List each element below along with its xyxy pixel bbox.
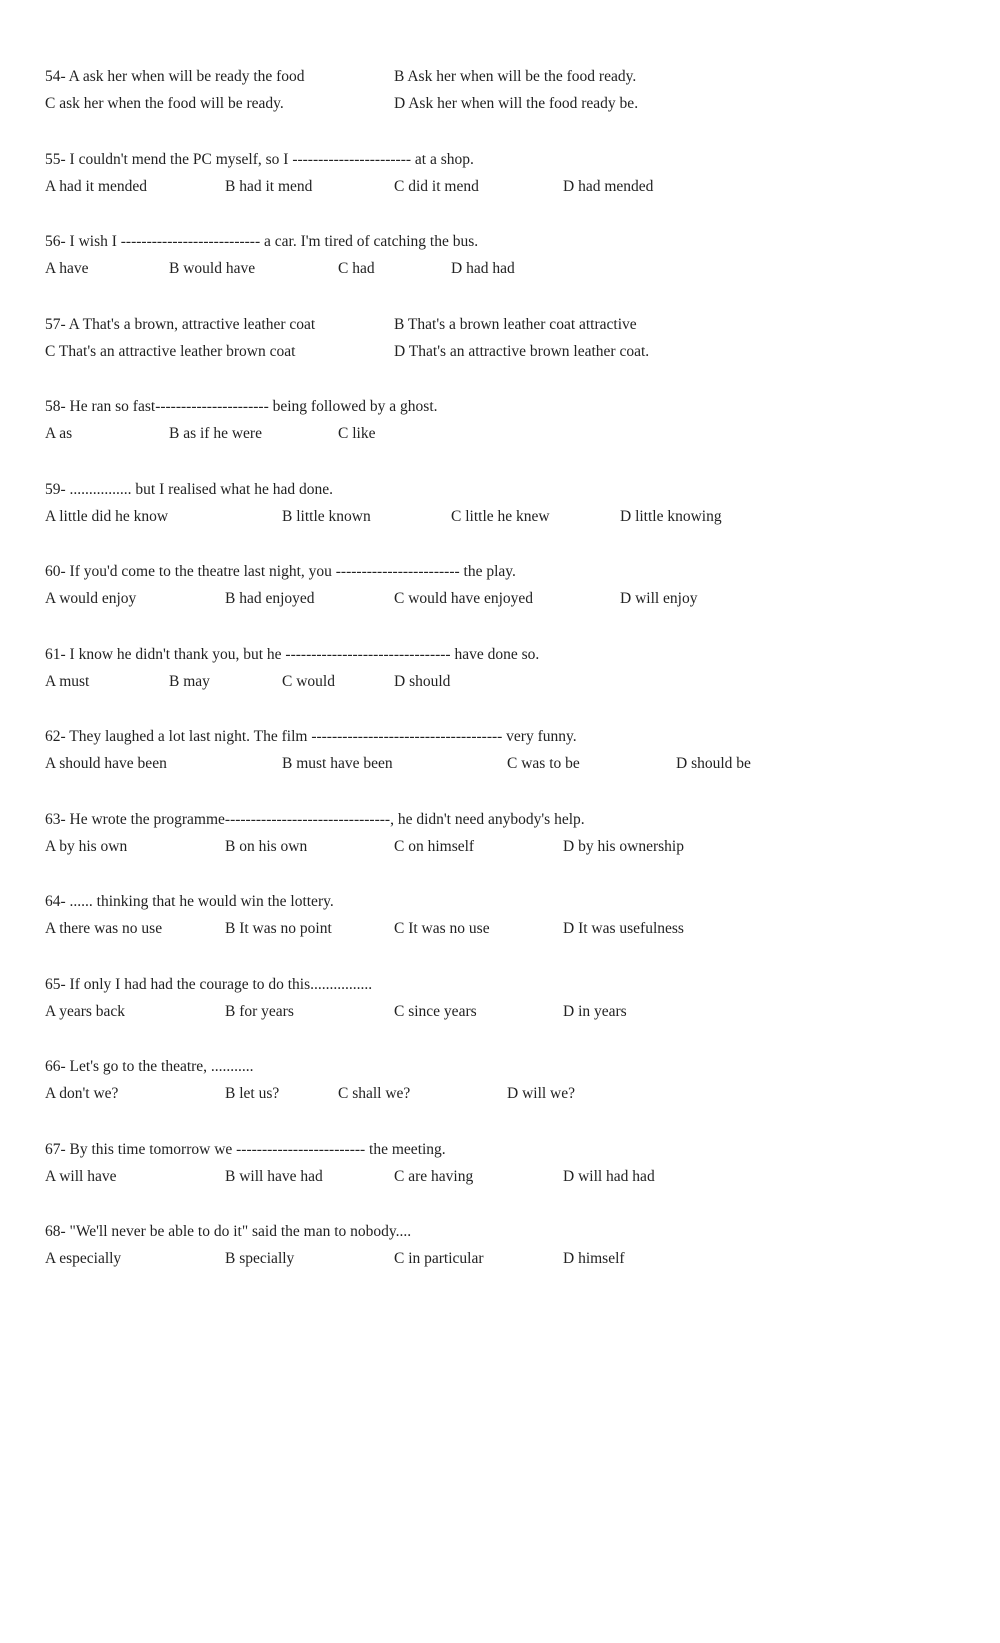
question-65-option-d: D in years bbox=[563, 1003, 627, 1020]
question-59-option-a: A little did he know bbox=[45, 508, 169, 525]
question-61-option-a: A must bbox=[45, 673, 90, 690]
question-60-option-b: B had enjoyed bbox=[225, 590, 315, 607]
question-55-option-d: D had mended bbox=[563, 178, 654, 195]
question-60-option-a: A would enjoy bbox=[45, 590, 137, 607]
question-59-stem: 59- ................ but I realised what he had done. bbox=[45, 481, 333, 498]
question-56-option-c: C had bbox=[338, 260, 375, 277]
question-64-option-b: B It was no point bbox=[225, 920, 332, 937]
question-63-option-c: C on himself bbox=[394, 838, 475, 855]
question-65-stem: 65- If only I had had the courage to do this................ bbox=[45, 976, 373, 993]
question-55-option-a: A had it mended bbox=[45, 178, 148, 195]
question-59-option-b: B little known bbox=[282, 508, 371, 525]
question-66-stem: 66- Let's go to the theatre, ........... bbox=[45, 1058, 254, 1075]
question-55-stem: 55- I couldn't mend the PC myself, so I ----------------------- at a shop. bbox=[45, 151, 474, 168]
question-54-option-d: D Ask her when will the food ready be. bbox=[394, 95, 639, 112]
question-68-option-a: A especially bbox=[45, 1250, 122, 1267]
question-57-option-b: B That's a brown leather coat attractive bbox=[394, 316, 637, 333]
question-66-option-b: B let us? bbox=[225, 1085, 280, 1102]
question-64-option-a: A there was no use bbox=[45, 920, 163, 937]
question-68-option-c: C in particular bbox=[394, 1250, 484, 1267]
question-62-option-b: B must have been bbox=[282, 755, 393, 772]
question-57-stem: 57- A That's a brown, attractive leather coat bbox=[45, 316, 316, 333]
question-54-option-b: B Ask her when will be the food ready. bbox=[394, 68, 637, 85]
question-62-option-a: A should have been bbox=[45, 755, 167, 772]
question-58-option-b: B as if he were bbox=[169, 425, 262, 442]
question-60-stem: 60- If you'd come to the theatre last night, you ------------------------ the play. bbox=[45, 563, 516, 580]
question-64-option-d: D It was usefulness bbox=[563, 920, 684, 937]
question-68-option-d: D himself bbox=[563, 1250, 625, 1267]
question-58-stem: 58- He ran so fast---------------------- being followed by a ghost. bbox=[45, 398, 438, 415]
question-67-option-b: B will have had bbox=[225, 1168, 323, 1185]
question-68-option-b: B specially bbox=[225, 1250, 295, 1267]
question-66-option-a: A don't we? bbox=[45, 1085, 119, 1102]
question-65-option-b: B for years bbox=[225, 1003, 294, 1020]
question-56-option-a: A have bbox=[45, 260, 89, 277]
question-54-option-c: C ask her when the food will be ready. bbox=[45, 95, 284, 112]
question-67-option-a: A will have bbox=[45, 1168, 117, 1185]
question-61-stem: 61- I know he didn't thank you, but he -------------------------------- have done so. bbox=[45, 646, 540, 663]
question-62-option-d: D should be bbox=[676, 755, 751, 772]
question-62-option-c: C was to be bbox=[507, 755, 580, 772]
question-58-option-a: A as bbox=[45, 425, 73, 442]
question-55-option-c: C did it mend bbox=[394, 178, 479, 195]
question-57-option-d: D That's an attractive brown leather coat. bbox=[394, 343, 650, 360]
question-60-option-c: C would have enjoyed bbox=[394, 590, 534, 607]
question-59-option-d: D little knowing bbox=[620, 508, 722, 525]
question-63-option-d: D by his ownership bbox=[563, 838, 684, 855]
question-63-option-b: B on his own bbox=[225, 838, 308, 855]
question-60-option-d: D will enjoy bbox=[620, 590, 698, 607]
question-61-option-d: D should bbox=[394, 673, 451, 690]
question-58-option-c: C like bbox=[338, 425, 376, 442]
question-56-option-d: D had had bbox=[451, 260, 515, 277]
question-65-option-a: A years back bbox=[45, 1003, 126, 1020]
question-64-stem: 64- ...... thinking that he would win the lottery. bbox=[45, 893, 334, 910]
question-54-stem: 54- A ask her when will be ready the food bbox=[45, 68, 305, 85]
question-65-option-c: C since years bbox=[394, 1003, 477, 1020]
question-66-option-c: C shall we? bbox=[338, 1085, 411, 1102]
question-62-stem: 62- They laughed a lot last night. The film ------------------------------------- very funny. bbox=[45, 728, 577, 745]
question-63-option-a: A by his own bbox=[45, 838, 128, 855]
question-64-option-c: C It was no use bbox=[394, 920, 490, 937]
question-61-option-b: B may bbox=[169, 673, 210, 690]
question-67-stem: 67- By this time tomorrow we ------------------------- the meeting. bbox=[45, 1141, 446, 1158]
question-68-stem: 68- "We'll never be able to do it" said the man to nobody.... bbox=[45, 1223, 412, 1240]
question-61-option-c: C would bbox=[282, 673, 335, 690]
question-67-option-d: D will had had bbox=[563, 1168, 655, 1185]
question-67-option-c: C are having bbox=[394, 1168, 474, 1185]
question-56-stem: 56- I wish I --------------------------- a car. I'm tired of catching the bus. bbox=[45, 233, 479, 250]
question-56-option-b: B would have bbox=[169, 260, 256, 277]
question-57-option-c: C That's an attractive leather brown coat bbox=[45, 343, 296, 360]
question-66-option-d: D will we? bbox=[507, 1085, 576, 1102]
question-59-option-c: C little he knew bbox=[451, 508, 550, 525]
question-63-stem: 63- He wrote the programme--------------------------------, he didn't need anybody's help. bbox=[45, 811, 585, 828]
question-55-option-b: B had it mend bbox=[225, 178, 313, 195]
